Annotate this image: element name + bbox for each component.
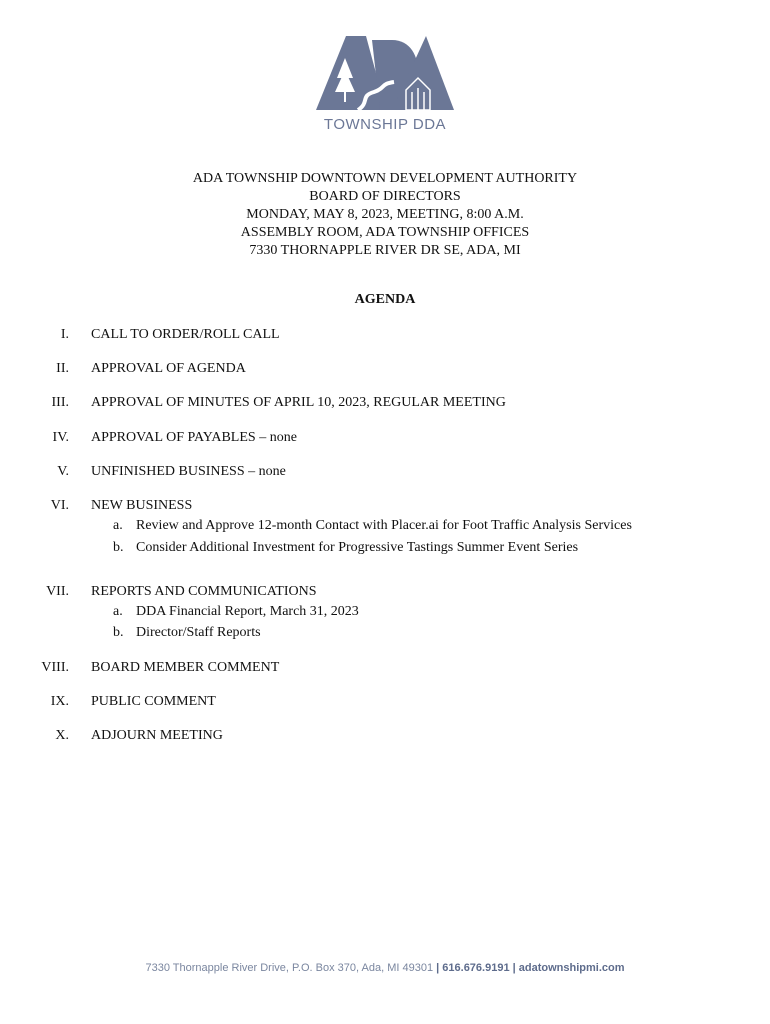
township-dda-logo [300,32,470,140]
subitem-letter: a. [113,604,123,619]
footer-phone: 616.676.9191 [442,962,510,974]
footer-separator: | [436,962,440,974]
item-text: REPORTS AND COMMUNICATIONS [91,584,317,599]
item-text: BOARD MEMBER COMMENT [91,660,280,675]
subitem-letter: a. [113,518,123,533]
item-number: VI. [50,498,69,513]
item-number: V. [57,464,69,479]
item-text: PUBLIC COMMENT [91,694,216,709]
header-date: MONDAY, MAY 8, 2023, MEETING, 8:00 A.M. [246,207,524,222]
item-number: X. [55,728,69,743]
subitem-text: Director/Staff Reports [136,625,261,640]
logo-wordmark: TOWNSHIP DDA [323,116,447,133]
item-text: APPROVAL OF MINUTES OF APRIL 10, 2023, REGULAR MEETING [91,395,506,410]
agenda-title: AGENDA [354,292,416,307]
item-text: APPROVAL OF AGENDA [91,361,246,376]
ada-mountains-logo-icon [314,32,456,114]
item-text: CALL TO ORDER/ROLL CALL [91,327,280,342]
footer [0,962,770,974]
item-number: I. [60,327,69,342]
subitem-text: DDA Financial Report, March 31, 2023 [136,604,359,619]
item-text: APPROVAL OF PAYABLES – none [91,430,297,445]
footer-website-link[interactable]: adatownshipmi.com [518,962,625,974]
item-number: VII. [46,584,69,599]
item-number: VIII. [41,660,69,675]
footer-address: 7330 Thornapple River Drive, P.O. Box 370, Ada, MI 49301 [145,962,434,974]
subitem-letter: b. [113,540,124,555]
item-text: NEW BUSINESS [91,498,193,513]
item-text: ADJOURN MEETING [91,728,223,743]
item-number: II. [56,361,69,376]
header-room: ASSEMBLY ROOM, ADA TOWNSHIP OFFICES [240,225,530,240]
meeting-header [0,170,770,260]
footer-separator: | [512,962,516,974]
item-number: IV. [52,430,69,445]
item-text: UNFINISHED BUSINESS – none [91,464,286,479]
item-number: III. [51,395,69,410]
header-org: ADA TOWNSHIP DOWNTOWN DEVELOPMENT AUTHORITY [192,171,578,186]
subitem-letter: b. [113,625,124,640]
header-address: 7330 THORNAPPLE RIVER DR SE, ADA, MI [249,243,521,258]
subitem-text: Consider Additional Investment for Progressive Tastings Summer Event Series [136,540,579,555]
subitem-text: Review and Approve 12-month Contact with Placer.ai for Foot Traffic Analysis Services [136,518,632,533]
item-number: IX. [50,694,69,709]
header-board: BOARD OF DIRECTORS [309,189,461,204]
